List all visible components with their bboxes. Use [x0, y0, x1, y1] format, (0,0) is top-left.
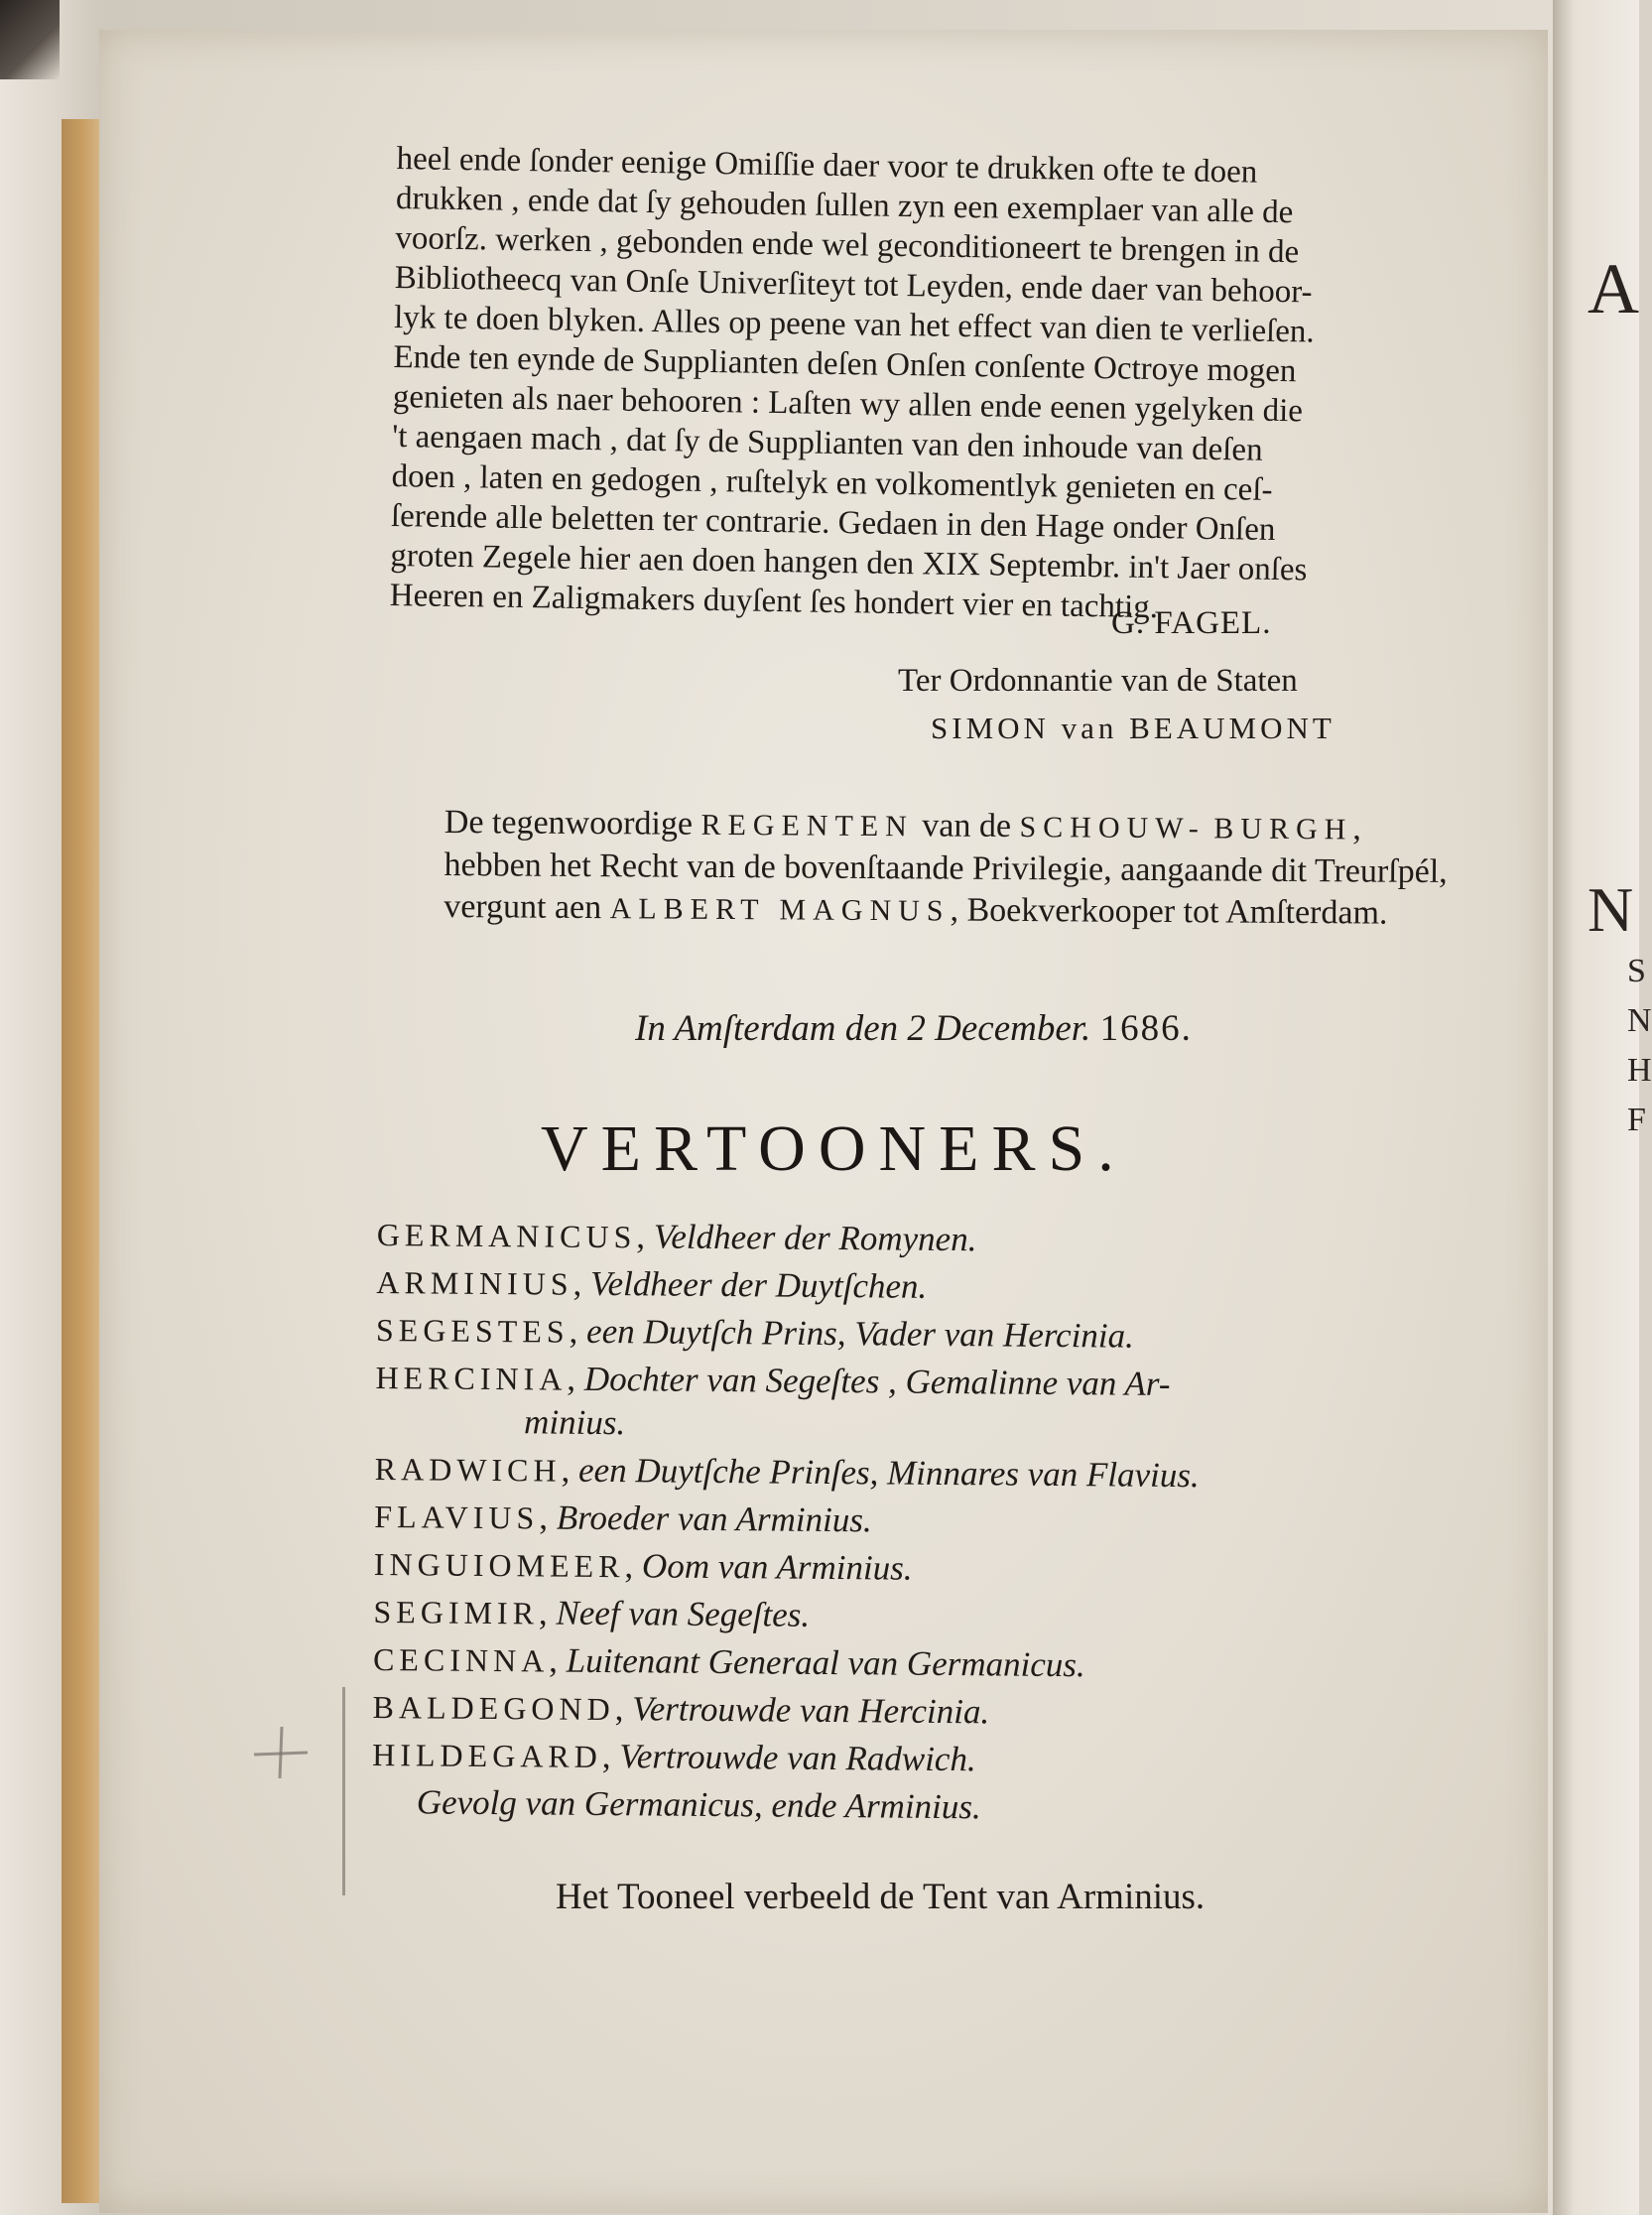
- text-line: doen , laten en gedogen , ruſtelyk en volkomentlyk genieten en ceſ-: [391, 457, 1273, 508]
- character-role: Vertrouwde van Hercinia.: [632, 1689, 990, 1732]
- cast-row: INGUIOMEER, Oom van Arminius.: [373, 1545, 913, 1588]
- privilege-schouw: SCHOUW-: [1019, 811, 1206, 846]
- pencil-cross-mark: [246, 1717, 316, 1786]
- cast-row: HILDEGARD, Vertrouwde van Radwich.: [372, 1736, 976, 1779]
- cast-list: [372, 1211, 1478, 1836]
- facing-page-letter: N: [1627, 1002, 1652, 1039]
- facing-page-letter: S: [1627, 953, 1646, 989]
- facing-page-letter: A: [1588, 249, 1639, 328]
- text-line: voorſz. werken , gebonden ende wel geconditioneert te brengen in de: [395, 219, 1300, 271]
- character-name: INGUIOMEER: [373, 1545, 625, 1585]
- date-line: [635, 1007, 1193, 1050]
- character-name: SEGIMIR: [373, 1593, 540, 1631]
- facing-page-letter: F: [1627, 1102, 1646, 1138]
- pencil-margin-line: [342, 1687, 345, 1895]
- ordonnantie-line: Ter Ordonnantie van de Staten: [898, 663, 1298, 699]
- privilege-grant-paragraph: [444, 802, 1466, 936]
- character-role: een Duytſch Prins, Vader van Hercinia.: [585, 1311, 1135, 1356]
- text-line: 't aengaen mach , dat ſy de Supplianten van den inhoude van deſen: [392, 418, 1263, 468]
- character-role: Veldheer der Duytſchen.: [589, 1263, 928, 1306]
- character-name: FLAVIUS: [374, 1498, 540, 1536]
- character-role: Veldheer der Romynen.: [653, 1217, 977, 1259]
- text-line: heel ende ſonder eenige Omiſſie daer voor te drukken ofte te doen: [396, 140, 1258, 191]
- text-line: Ende ten eynde de Supplianten deſen Onſen conſente Octroye mogen: [393, 338, 1297, 390]
- character-role-continuation: minius.: [523, 1402, 626, 1443]
- facing-page-letter: H: [1627, 1052, 1652, 1089]
- secretary-signature: SIMON van BEAUMONT: [931, 711, 1335, 745]
- text-line: genieten als naer behooren : Laſten wy allen ende eenen ygelyken die: [392, 378, 1304, 430]
- cast-row-retinue: [372, 1778, 1473, 1836]
- cast-row: ARMINIUS, Veldheer der Duytſchen.: [376, 1263, 928, 1306]
- privilege-text: De tegenwoordige: [444, 803, 701, 843]
- cast-heading: VERTOONERS.: [541, 1112, 1127, 1185]
- cast-row: RADWICH, een Duytſche Prinſes, Minnares van Flavius.: [374, 1450, 1200, 1496]
- character-name: HILDEGARD: [372, 1736, 603, 1774]
- character-name: SEGESTES: [375, 1311, 570, 1350]
- character-name: CECINNA: [372, 1640, 550, 1679]
- privilege-text: , hebben het Recht van de bovenſtaande Privilegie, aangaande dit Treurſpél, vergunt aen: [444, 810, 1448, 927]
- privilege-text-block: [389, 139, 1467, 632]
- cast-row: SEGESTES, een Duytſch Prins, Vader van Hercinia.: [375, 1311, 1135, 1356]
- facing-page-letter: N: [1588, 874, 1634, 945]
- character-role: Neef van Segeſtes.: [556, 1593, 811, 1634]
- cast-row: HERCINIA, Dochter van Segeſtes , Gemalinne van Ar-: [375, 1359, 1171, 1403]
- text-line: ſerende alle beletten ter contrarie. Gedaen in den Hage onder Onſen: [390, 497, 1276, 548]
- privilege-burgh: BURGH: [1213, 812, 1353, 847]
- privilege-regenten: REGENTEN: [700, 808, 914, 844]
- text-line: groten Zegele hier aen doen hangen den XIX Septembr. in't Jaer onſes: [390, 537, 1308, 588]
- character-name: HERCINIA: [375, 1359, 568, 1397]
- character-role: Broeder van Arminius.: [556, 1498, 872, 1540]
- character-name: ARMINIUS: [376, 1263, 573, 1302]
- signature-fagel: G. FAGEL.: [1111, 605, 1272, 641]
- privilege-text: van de: [913, 807, 1020, 846]
- character-role: een Duytſche Prinſes, Minnares van Flavius.: [577, 1450, 1200, 1496]
- text-line: lyk te doen blyken. Alles op peene van het effect van dien te verlieſen.: [393, 299, 1315, 350]
- cast-row: SEGIMIR, Neef van Segeſtes.: [373, 1593, 811, 1634]
- scene-description: Het Tooneel verbeeld de Tent van Arminius.: [556, 1877, 1206, 1917]
- privilege-albert-magnus: ALBERT MAGNUS: [609, 892, 951, 928]
- date-text: In Amſterdam den 2 December.: [635, 1008, 1091, 1049]
- character-role: Oom van Arminius.: [641, 1546, 913, 1588]
- text-line: Heeren en Zaligmakers duyſent ſes hondert vier en tachtig.: [389, 577, 1159, 626]
- dark-corner-shadow: [0, 0, 60, 79]
- character-name: GERMANICUS: [376, 1216, 637, 1255]
- cast-row: BALDEGOND, Vertrouwde van Hercinia.: [372, 1688, 990, 1732]
- character-name: RADWICH: [374, 1450, 562, 1489]
- character-role: Luitenant Generaal van Germanicus.: [566, 1640, 1085, 1685]
- character-role: Vertrouwde van Radwich.: [619, 1737, 976, 1779]
- date-year: 1686.: [1099, 1008, 1193, 1049]
- character-role: Dochter van Segeſtes , Gemalinne van Ar-: [583, 1359, 1171, 1403]
- cast-row: FLAVIUS, Broeder van Arminius.: [374, 1498, 872, 1540]
- cast-row: CECINNA, Luitenant Generaal van Germanicus.: [372, 1640, 1085, 1685]
- text-line: drukken , ende dat ſy gehouden ſullen zyn een exemplaer van alle de: [395, 180, 1294, 231]
- text-line: Bibliotheecq van Onſe Univerſiteyt tot Leyden, ende daer van behoor-: [394, 259, 1313, 311]
- cast-row: GERMANICUS, Veldheer der Romynen.: [376, 1216, 977, 1259]
- privilege-text: , Boekverkooper tot Amſterdam.: [950, 891, 1388, 932]
- retinue-line: Gevolg van Germanicus, ende Arminius.: [416, 1782, 981, 1827]
- character-name: BALDEGOND: [372, 1688, 615, 1728]
- facing-page-sliver: [1553, 0, 1639, 2215]
